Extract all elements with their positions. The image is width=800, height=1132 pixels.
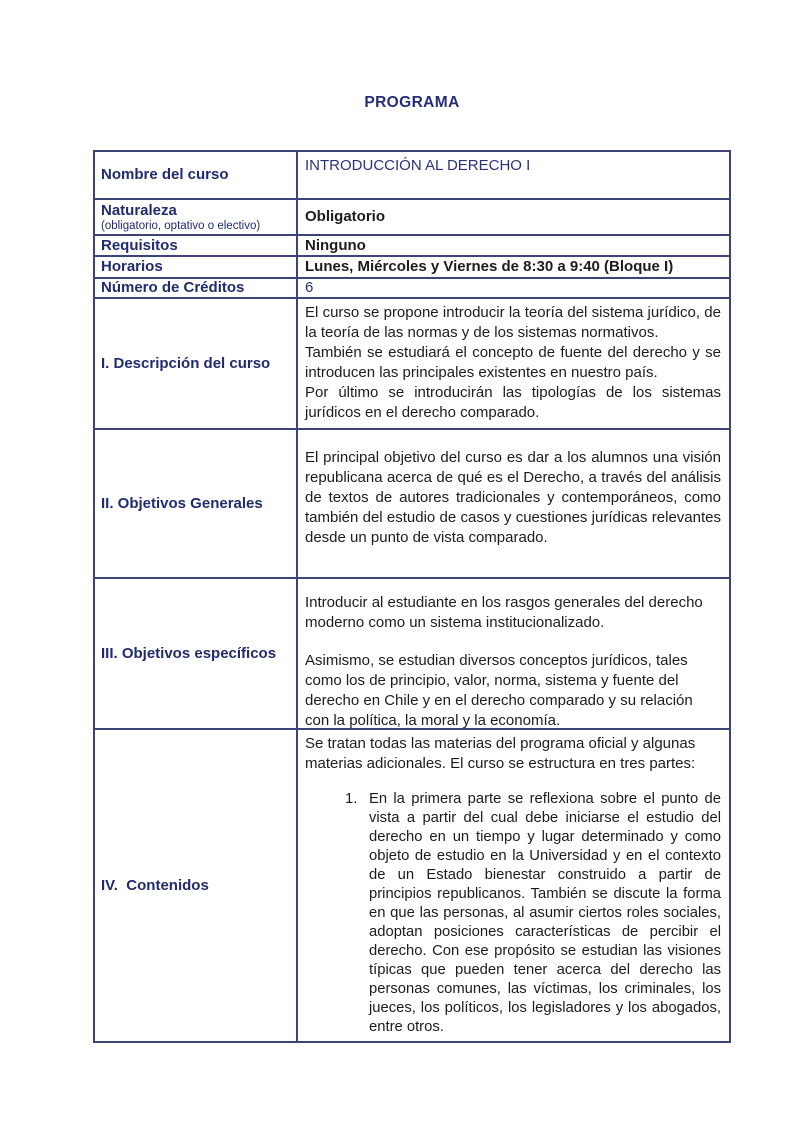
label-text: Nombre del curso xyxy=(101,166,229,183)
paragraph: Por último se introducirán las tipologías de los sistemas jurídicos en el derecho comparado. xyxy=(305,384,721,421)
numbered-list-item xyxy=(305,790,721,1037)
label-text: III. Objetivos específicos xyxy=(101,644,277,662)
label-text: Naturaleza xyxy=(101,201,177,219)
row-label-descripcion-del-curso xyxy=(95,299,298,428)
table-row-naturaleza xyxy=(95,198,729,234)
row-value-descripcion-del-curso xyxy=(298,299,729,428)
paragraph: Asimismo, se estudian diversos conceptos jurídicos, tales como los de principio, valor, norma, sistema y fuente del derecho en Chile y en el derecho comparado y su relación con la política, la moral y la economía. xyxy=(305,652,693,728)
label-text: I. Descripción del curso xyxy=(101,354,271,372)
paragraph: El curso se propone introducir la teoría del sistema jurídico, de la teoría de las normas y de los sistemas normativos. xyxy=(305,304,721,341)
label-text: Horarios xyxy=(101,258,163,275)
row-label-requisitos xyxy=(95,236,298,255)
row-value-naturaleza: Obligatorio xyxy=(305,208,385,225)
row-value-contenidos xyxy=(298,730,729,1041)
table-row-requisitos xyxy=(95,234,729,255)
row-label-naturaleza xyxy=(95,200,298,234)
table-row-numero-de-creditos xyxy=(95,277,729,297)
row-value-numero-de-creditos: 6 xyxy=(305,279,314,296)
table-row-contenidos xyxy=(95,728,729,1041)
row-value-objetivos-especificos xyxy=(298,579,729,728)
contenidos-intro: Se tratan todas las materias del programa oficial y algunas materias adicionales. El curso se estructura en tres partes: xyxy=(305,735,696,772)
table-row-nombre-del-curso xyxy=(95,152,729,198)
program-table xyxy=(93,150,731,1043)
row-label-horarios xyxy=(95,257,298,277)
table-row-horarios xyxy=(95,255,729,277)
row-value-horarios: Lunes, Miércoles y Viernes de 8:30 a 9:40 (Bloque I) xyxy=(305,258,674,275)
list-item-text: En la primera parte se reflexiona sobre el punto de vista a partir del cual debe iniciarse el estudio del derecho en un tiempo y lugar determinado y como objeto de estudio en la Universidad y en el contexto de un Estado bienestar construido a partir de principios republicanos. También se discute la forma en que las personas, al asumir ciertos roles sociales, adoptan posiciones características de percibir el derecho. Con ese propósito se estudian las visiones típicas que pueden tener acerca del derecho las personas comunes, las víctimas, los criminales, los jueces, los políticos, los legisladores y los abogados, entre otros. xyxy=(369,791,721,1035)
label-text: IV. Contenidos xyxy=(101,876,209,894)
list-item-number: 1. xyxy=(345,791,358,807)
table-row-descripcion-del-curso xyxy=(95,297,729,428)
row-label-contenidos xyxy=(95,730,298,1041)
paragraph: Introducir al estudiante en los rasgos generales del derecho moderno como un sistema institucionalizado. xyxy=(305,594,703,631)
page-title: PROGRAMA xyxy=(364,94,460,111)
label-subtext: (obligatorio, optativo o electivo) xyxy=(101,219,261,232)
table-row-objetivos-generales xyxy=(95,428,729,577)
row-label-objetivos-generales xyxy=(95,430,298,577)
label-text: II. Objetivos Generales xyxy=(101,494,263,512)
paragraph: El principal objetivo del curso es dar a los alumnos una visión republicana acerca de qué es el Derecho, a través del análisis de textos de autores tradicionales y contemporáneos, como también del estudio de casos y cuestiones jurídicas relevantes desde un punto de vista comparado. xyxy=(305,449,721,546)
row-label-objetivos-especificos xyxy=(95,579,298,728)
label-text: Requisitos xyxy=(101,236,178,254)
label-text: Número de Créditos xyxy=(101,279,245,296)
paragraph: También se estudiará el concepto de fuente del derecho y se introducen las principales existentes en nuestro país. xyxy=(305,344,721,381)
row-value-requisitos: Ninguno xyxy=(305,236,366,254)
table-row-objetivos-especificos xyxy=(95,577,729,728)
row-label-numero-de-creditos xyxy=(95,279,298,297)
row-value-nombre-del-curso: INTRODUCCIÓN AL DERECHO I xyxy=(305,157,531,174)
row-label-nombre-del-curso xyxy=(95,152,298,198)
row-value-objetivos-generales xyxy=(298,430,729,577)
